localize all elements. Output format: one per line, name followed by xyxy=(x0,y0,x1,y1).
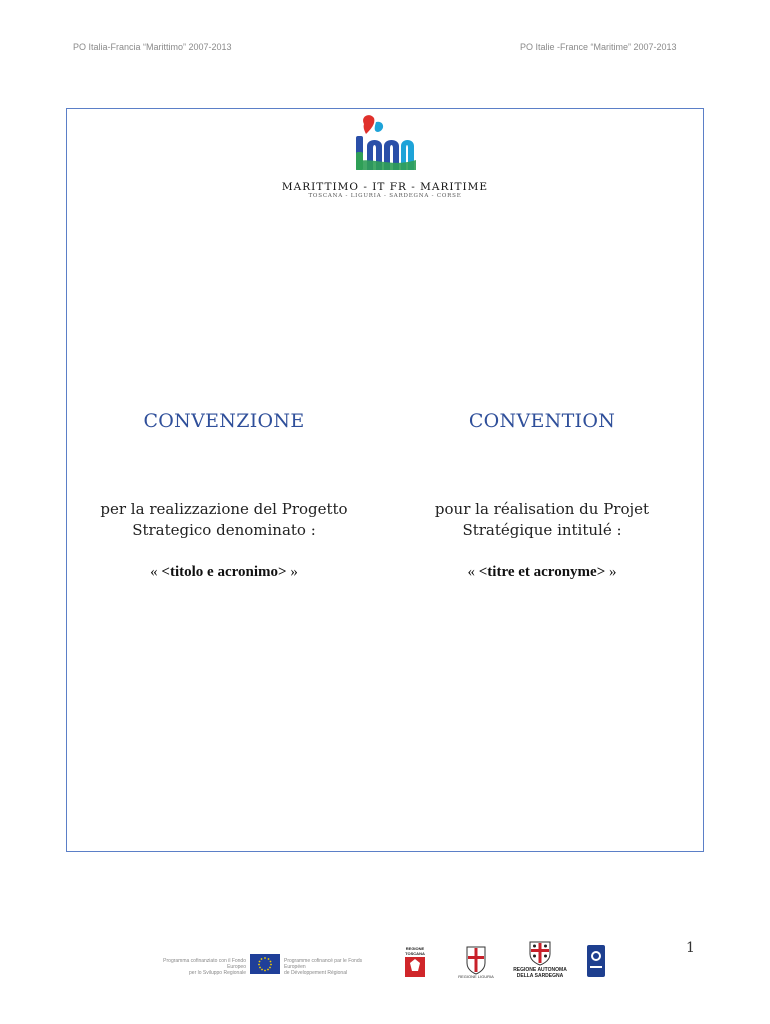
collectivite-corse-logo-icon xyxy=(586,944,606,978)
toscana-label-2: TOSCANA xyxy=(405,951,425,956)
quote-open: « xyxy=(150,564,162,580)
placeholder-italian xyxy=(74,564,374,581)
logo-subtitle: TOSCANA - LIGURIA - SARDEGNA - CORSE xyxy=(308,193,462,199)
footer-text-italian xyxy=(146,958,246,976)
intro-french-line1: pour la réalisation du Projet xyxy=(434,500,650,518)
sardegna-label-1: REGIONE AUTONOMA xyxy=(513,967,567,973)
toscana-label-1: REGIONE xyxy=(405,946,425,951)
header-right: PO Italie -France “Maritime” 2007-2013 xyxy=(520,42,677,52)
intro-italian-line1: per la realizzazione del Progetto xyxy=(100,500,348,518)
footer-text-french xyxy=(284,958,384,976)
logo-title: MARITTIMO - IT FR - MARITIME xyxy=(281,181,489,193)
header-left: PO Italia-Francia “Marittimo” 2007-2013 xyxy=(73,42,232,52)
footer-text-french-2: de Développement Régional xyxy=(284,970,348,976)
liguria-label: REGIONE LIGURIA xyxy=(458,974,494,979)
footer-text-french-1: Programme cofinancé par le Fonds Européen xyxy=(284,958,363,970)
quote-close: » xyxy=(605,564,617,580)
eu-flag-icon xyxy=(250,954,280,974)
placeholder-italian-text: <titolo e acronimo> xyxy=(161,564,287,580)
intro-italian xyxy=(74,499,374,541)
quote-close: » xyxy=(286,564,298,580)
footer-text-italian-1: Programma cofinanziato con il Fondo Europeo xyxy=(163,958,246,970)
sardegna-label xyxy=(510,967,570,979)
quote-open: « xyxy=(467,564,479,580)
regione-toscana-logo-icon xyxy=(403,943,427,979)
footer-text-italian-2: per lo Sviluppo Regionale xyxy=(189,970,246,976)
placeholder-french xyxy=(392,564,692,581)
cover-frame xyxy=(66,108,704,852)
intro-french xyxy=(392,499,692,541)
title-french: CONVENTION xyxy=(468,410,616,432)
title-italian: CONVENZIONE xyxy=(143,410,305,432)
intro-french-line2: Stratégique intitulé : xyxy=(462,521,622,539)
intro-italian-line2: Strategico denominato : xyxy=(132,521,316,539)
page-number: 1 xyxy=(686,940,695,956)
sardegna-label-2: DELLA SARDEGNA xyxy=(516,973,564,979)
placeholder-french-text: <titre et acronyme> xyxy=(478,564,606,580)
